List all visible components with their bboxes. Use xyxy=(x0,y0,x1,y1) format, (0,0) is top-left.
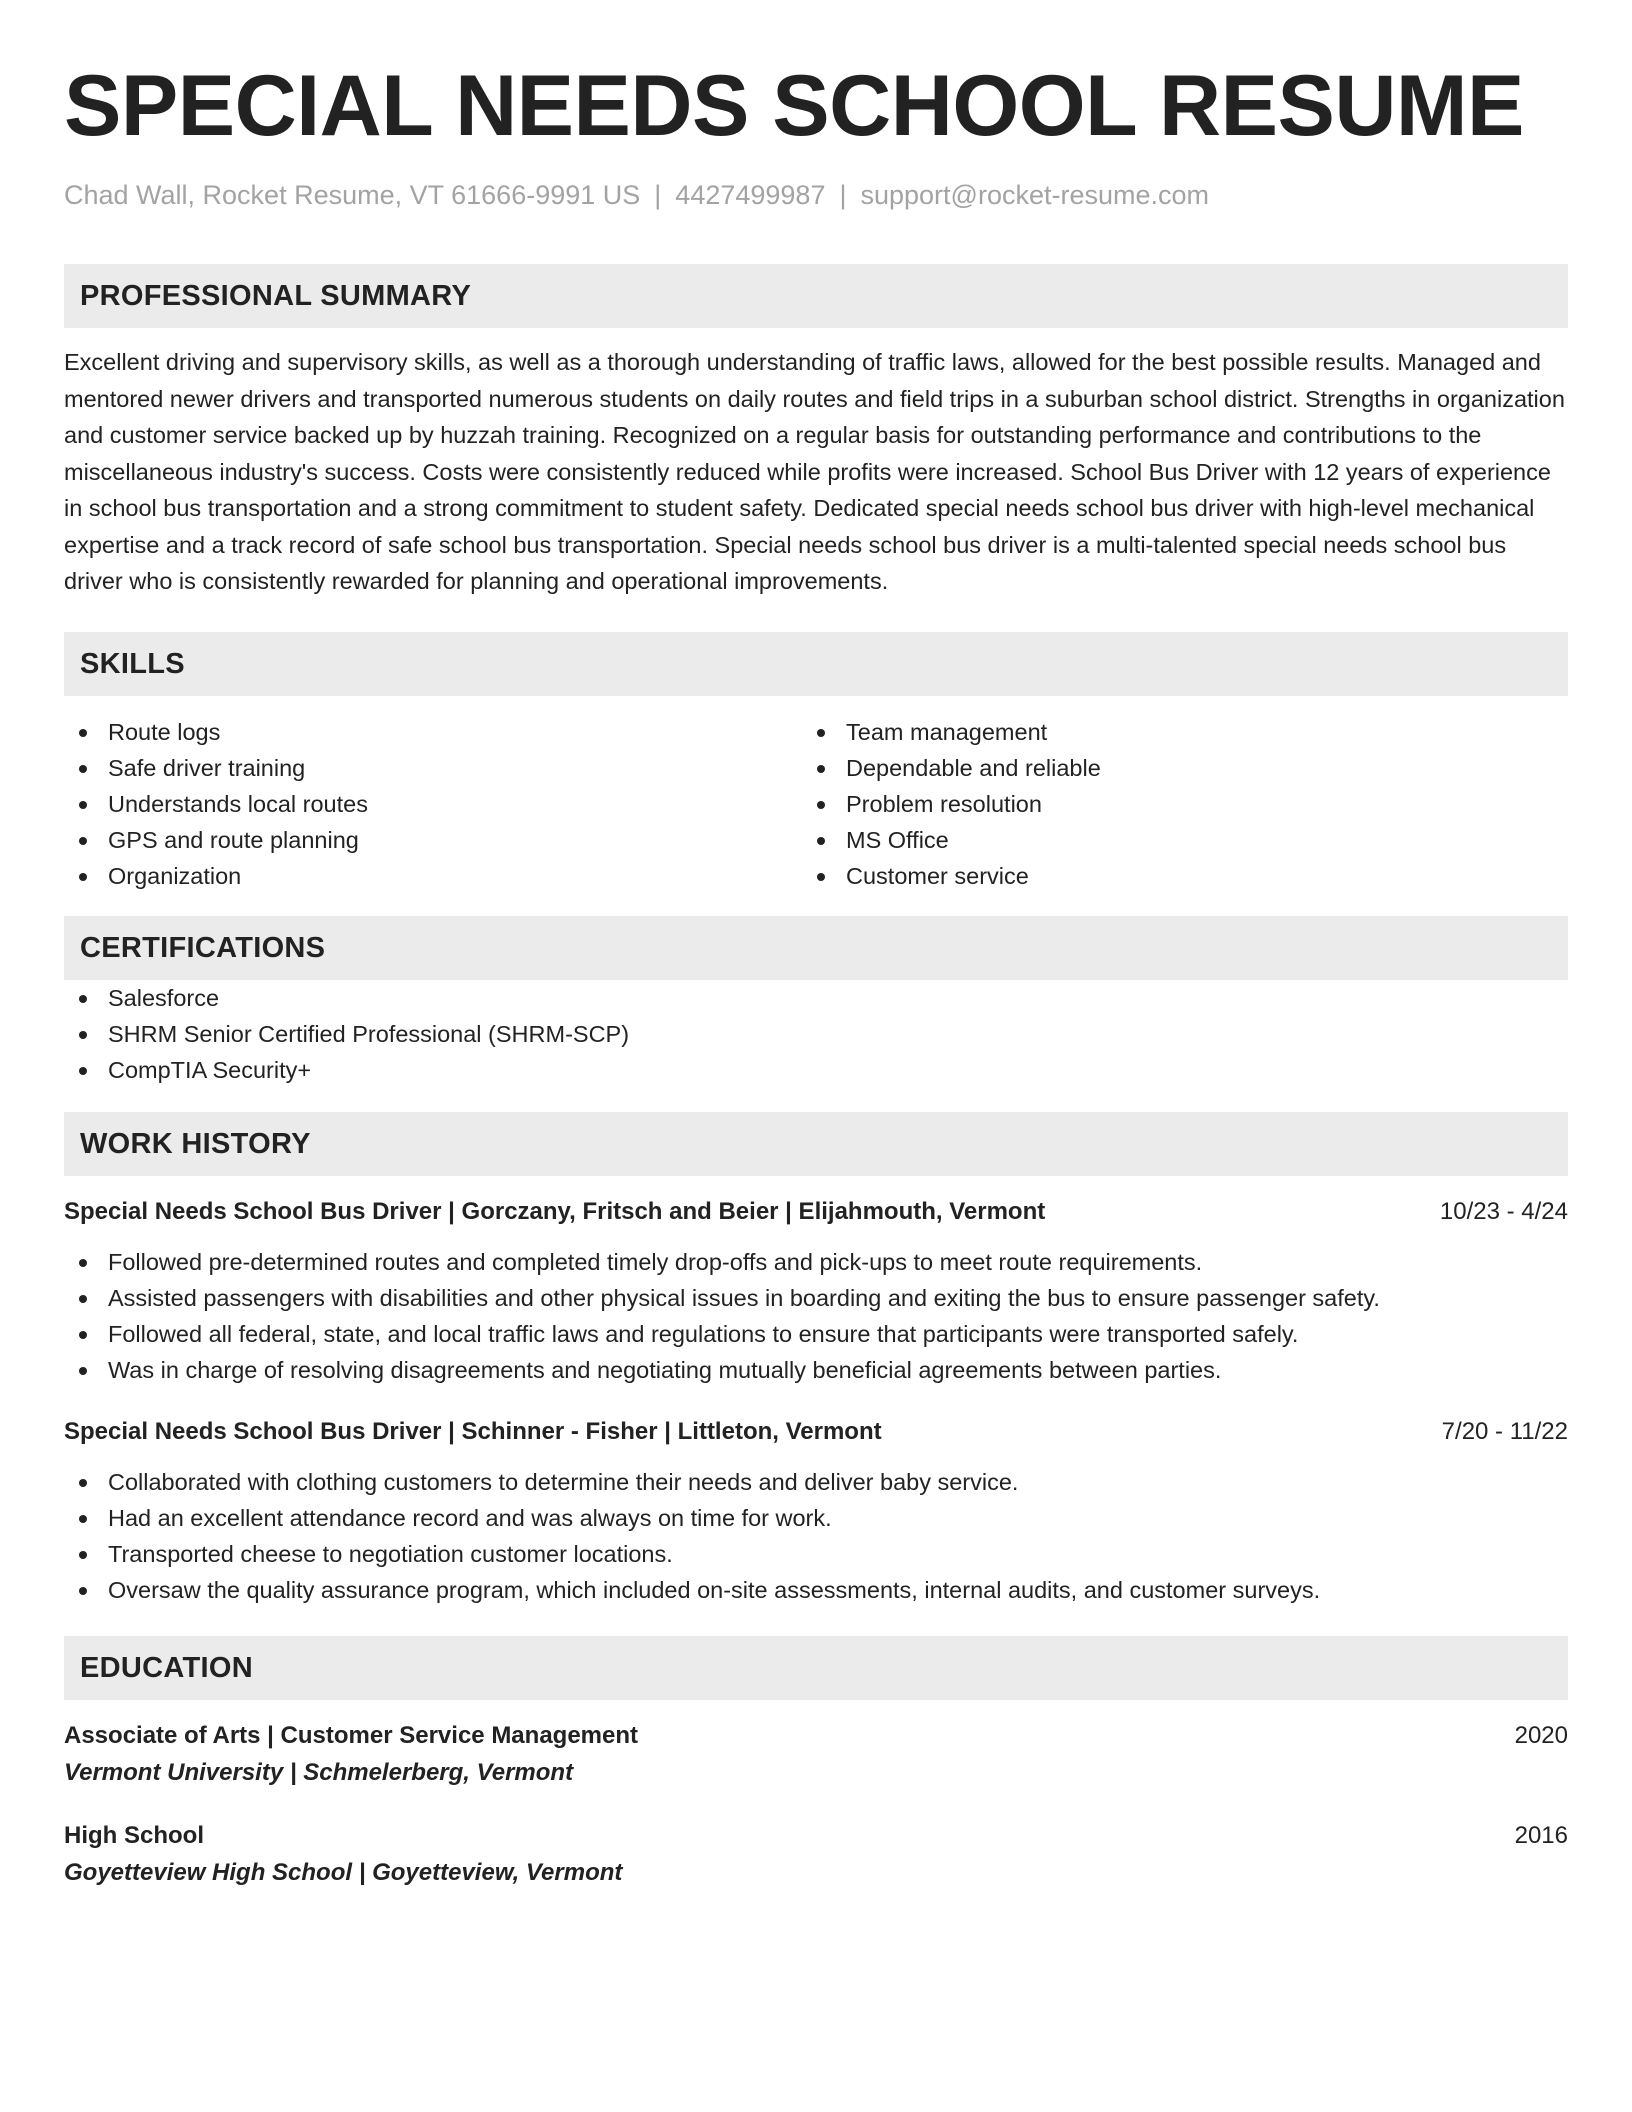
education-header xyxy=(64,1718,1568,1754)
job-title: Special Needs School Bus Driver | Gorczany, Fritsch and Beier | Elijahmouth, Vermont xyxy=(64,1197,1046,1225)
job-bullet: Had an excellent attendance record and was always on time for work. xyxy=(64,1500,1568,1536)
certifications-list xyxy=(64,980,1568,1088)
section-heading-summary: PROFESSIONAL SUMMARY xyxy=(64,264,1568,328)
job-entry xyxy=(64,1414,1568,1608)
skills-column-left xyxy=(64,714,802,894)
job-bullet: Was in charge of resolving disagreements and negotiating mutually beneficial agreements between parties. xyxy=(64,1352,1568,1388)
bullet-icon xyxy=(817,765,825,773)
bullet-icon xyxy=(79,873,87,881)
bullet-icon xyxy=(79,1295,87,1303)
contact-phone: 4427499987 xyxy=(675,180,826,210)
skills-column-right xyxy=(802,714,1540,894)
job-bullet: Followed pre-determined routes and completed timely drop-offs and pick-ups to meet route requirements. xyxy=(64,1244,1568,1280)
job-dates: 7/20 - 11/22 xyxy=(1441,1417,1568,1445)
job-bullet: Collaborated with clothing customers to determine their needs and deliver baby service. xyxy=(64,1464,1568,1500)
bullet-icon xyxy=(79,837,87,845)
education-header xyxy=(64,1818,1568,1854)
contact-email: support@rocket-resume.com xyxy=(860,180,1210,210)
bullet-icon xyxy=(79,1479,87,1487)
skill-item: Safe driver training xyxy=(64,750,802,786)
education-year: 2020 xyxy=(1514,1721,1568,1749)
job-bullet: Assisted passengers with disabilities and other physical issues in boarding and exiting the bus to ensure passenger safety. xyxy=(64,1280,1568,1316)
education-entry xyxy=(64,1818,1568,1892)
contact-address: Chad Wall, Rocket Resume, VT 61666-9991 US xyxy=(64,180,641,210)
bullet-icon xyxy=(79,1331,87,1339)
bullet-icon xyxy=(79,1515,87,1523)
skills-list-right xyxy=(802,714,1540,894)
education-school: Goyetteview High School | Goyetteview, Vermont xyxy=(64,1858,623,1886)
skill-item: GPS and route planning xyxy=(64,822,802,858)
skill-item: Route logs xyxy=(64,714,802,750)
bullet-icon xyxy=(79,765,87,773)
job-dates: 10/23 - 4/24 xyxy=(1439,1197,1568,1225)
job-bullets xyxy=(64,1244,1568,1388)
skills-grid xyxy=(64,714,1568,894)
bullet-icon xyxy=(817,837,825,845)
job-header xyxy=(64,1194,1568,1230)
section-heading-education: EDUCATION xyxy=(64,1636,1568,1700)
bullet-icon xyxy=(817,873,825,881)
bullet-icon xyxy=(79,729,87,737)
bullet-icon xyxy=(817,801,825,809)
bullet-icon xyxy=(79,1031,87,1039)
bullet-icon xyxy=(817,729,825,737)
bullet-icon xyxy=(79,1367,87,1375)
skill-item: Problem resolution xyxy=(802,786,1540,822)
skill-item: Dependable and reliable xyxy=(802,750,1540,786)
skill-item: Customer service xyxy=(802,858,1540,894)
job-bullet: Followed all federal, state, and local traffic laws and regulations to ensure that participants were transported safely. xyxy=(64,1316,1568,1352)
job-bullet: Transported cheese to negotiation customer locations. xyxy=(64,1536,1568,1572)
bullet-icon xyxy=(79,1067,87,1075)
job-entry xyxy=(64,1194,1568,1388)
contact-separator: | xyxy=(839,180,847,210)
summary-text: Excellent driving and supervisory skills, as well as a thorough understanding of traffic laws, allowed for the best possible results. Managed and mentored newer drivers and transported numerous students on daily routes and field trips in a suburban school district. Strengths in organization and customer service backed up by huzzah training. Recognized on a regular basis for outstanding performance and contributions to the miscellaneous industry's success. Costs were consistently reduced while profits were increased. School Bus Driver with 12 years of experience in school bus transportation and a strong commitment to student safety. Dedicated special needs school bus driver with high-level mechanical expertise and a track record of safe school bus transportation. Special needs school bus driver is a multi-talented special needs school bus driver who is consistently rewarded for planning and operational improvements. xyxy=(64,349,1565,594)
bullet-icon xyxy=(79,1587,87,1595)
skill-item: Team management xyxy=(802,714,1540,750)
job-title: Special Needs School Bus Driver | Schinner - Fisher | Littleton, Vermont xyxy=(64,1417,882,1445)
certification-item: CompTIA Security+ xyxy=(64,1052,1568,1088)
job-bullets xyxy=(64,1464,1568,1608)
skill-item: Understands local routes xyxy=(64,786,802,822)
resume-title: SPECIAL NEEDS SCHOOL RESUME xyxy=(64,58,1524,154)
section-heading-skills: SKILLS xyxy=(64,632,1568,696)
job-bullet: Oversaw the quality assurance program, which included on-site assessments, internal audits, and customer surveys. xyxy=(64,1572,1568,1608)
contact-line xyxy=(64,178,1568,212)
skills-list-left xyxy=(64,714,802,894)
education-entry xyxy=(64,1718,1568,1792)
bullet-icon xyxy=(79,1551,87,1559)
education-year: 2016 xyxy=(1514,1821,1568,1849)
certification-item: Salesforce xyxy=(64,980,1568,1016)
education-school: Vermont University | Schmelerberg, Vermont xyxy=(64,1758,574,1786)
bullet-icon xyxy=(79,995,87,1003)
skill-item: Organization xyxy=(64,858,802,894)
section-heading-certifications: CERTIFICATIONS xyxy=(64,916,1568,980)
section-heading-work-history: WORK HISTORY xyxy=(64,1112,1568,1176)
skill-item: MS Office xyxy=(802,822,1540,858)
education-degree: Associate of Arts | Customer Service Management xyxy=(64,1721,639,1749)
bullet-icon xyxy=(79,801,87,809)
job-header xyxy=(64,1414,1568,1450)
certification-item: SHRM Senior Certified Professional (SHRM-SCP) xyxy=(64,1016,1568,1052)
bullet-icon xyxy=(79,1259,87,1267)
education-degree: High School xyxy=(64,1821,204,1849)
contact-separator: | xyxy=(654,180,662,210)
